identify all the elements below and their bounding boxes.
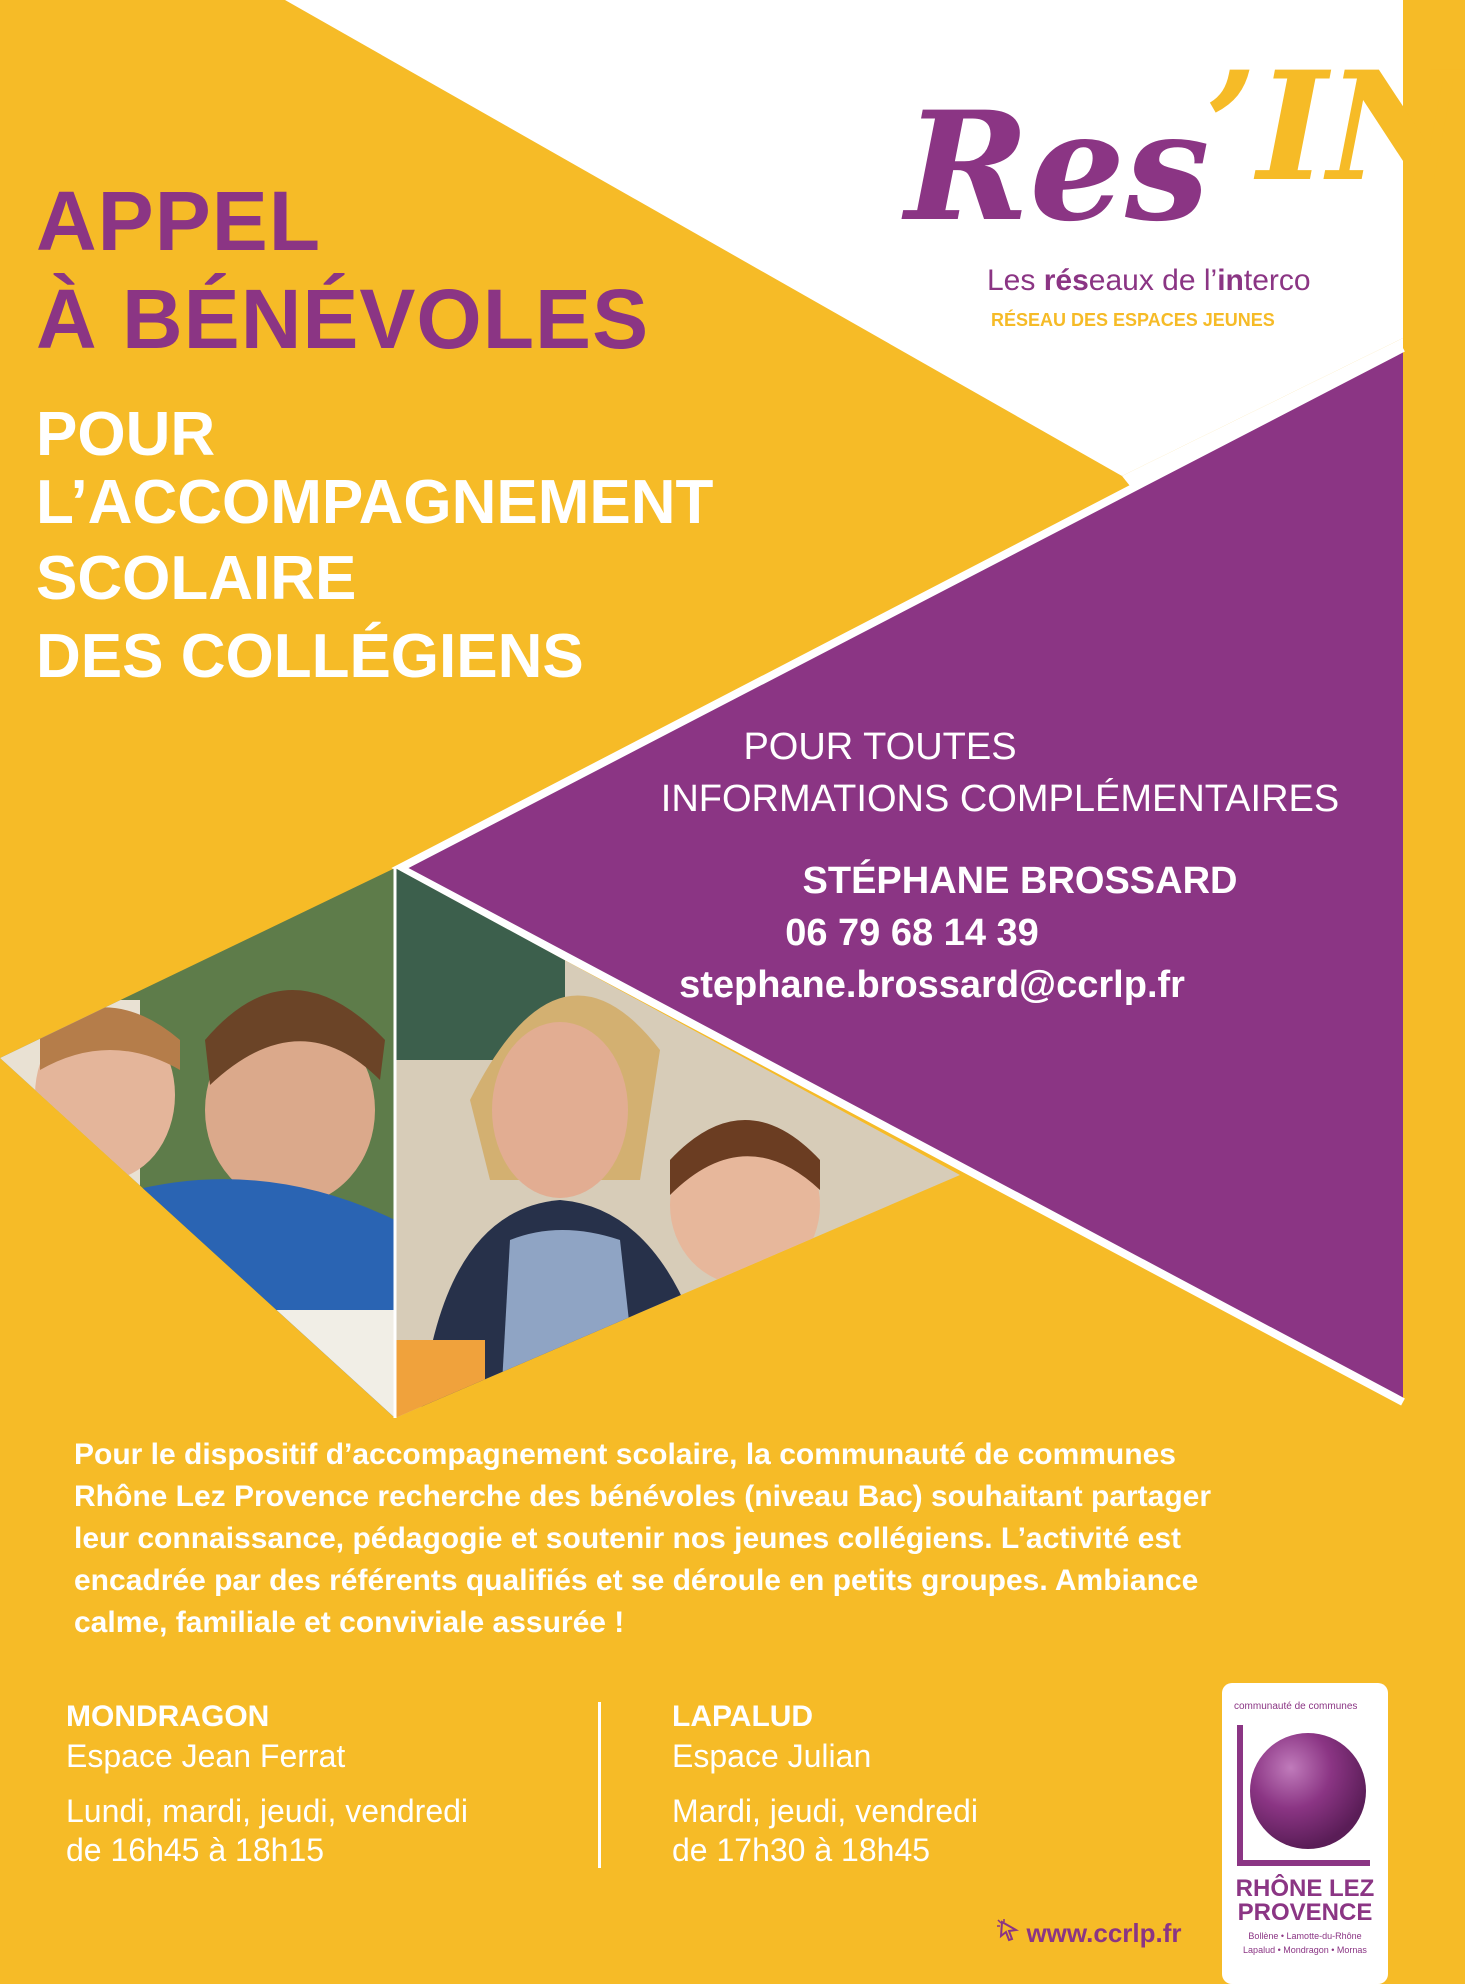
tagline-bold: rés: [1043, 264, 1089, 297]
subheadline-line4: DES COLLÉGIENS: [36, 622, 584, 691]
logo-subtitle: RÉSEAU DES ESPACES JEUNES: [991, 310, 1275, 330]
logo-res: Res: [905, 79, 1210, 255]
info-line2: INFORMATIONS COMPLÉMENTAIRES: [660, 778, 1340, 820]
description-line: encadrée par des référents qualifiés et se déroule en petits groupes. Ambiance: [74, 1564, 1199, 1597]
description-line: Pour le dispositif d’accompagnement scolaire, la communauté de communes: [74, 1438, 1176, 1471]
location-town: LAPALUD: [672, 1700, 814, 1733]
headline-line1: APPEL: [36, 174, 322, 268]
contact-phone: 06 79 68 14 39: [785, 912, 1039, 954]
location-hours: de 17h30 à 18h45: [672, 1832, 931, 1868]
subheadline-line1: POUR: [36, 400, 216, 469]
description-line: calme, familiale et conviviale assurée !: [74, 1606, 625, 1639]
ccrlp-logo: [1222, 1683, 1388, 1984]
ccrlp-name-line2: PROVENCE: [1237, 1899, 1373, 1926]
description-line: leur connaissance, pédagogie et soutenir nos jeunes collégiens. L’activité est: [74, 1522, 1182, 1555]
location-divider: [598, 1702, 601, 1868]
info-line1: POUR TOUTES: [743, 726, 1017, 768]
cursor-icon: [996, 1918, 1022, 1949]
headline-line2: À BÉNÉVOLES: [36, 272, 650, 366]
website-url[interactable]: www.ccrlp.fr: [1026, 1918, 1182, 1948]
location-town: MONDRAGON: [66, 1700, 270, 1733]
tagline-part: Les: [987, 264, 1044, 297]
logo-tagline: [987, 264, 1311, 298]
location-days: Lundi, mardi, jeudi, vendredi: [66, 1793, 469, 1829]
ccrlp-name-line1: RHÔNE LEZ: [1235, 1875, 1375, 1902]
contact-email[interactable]: stephane.brossard@ccrlp.fr: [679, 964, 1185, 1006]
subheadline-line2: L’ACCOMPAGNEMENT: [36, 468, 714, 537]
location-mondragon: [66, 1700, 586, 1869]
resin-logo: [905, 39, 1465, 342]
ccrlp-globe-icon: [1230, 1713, 1380, 1873]
ccrlp-top-text: communauté de communes: [1234, 1701, 1358, 1712]
ccrlp-towns-line2: Lapalud • Mondragon • Mornas: [1243, 1945, 1367, 1955]
location-lapalud: [672, 1700, 1192, 1869]
tagline-bold: in: [1217, 264, 1244, 297]
website-link[interactable]: [996, 1918, 1182, 1949]
tagline-part: terco: [1243, 264, 1311, 297]
tagline-part: eaux de l’: [1088, 264, 1218, 297]
contact-name: STÉPHANE BROSSARD: [802, 860, 1238, 902]
location-place: Espace Jean Ferrat: [66, 1738, 346, 1774]
logo-in: ’IN: [1205, 39, 1465, 215]
description: [74, 1434, 1344, 1644]
location-hours: de 16h45 à 18h15: [66, 1832, 325, 1868]
location-place: Espace Julian: [672, 1738, 872, 1774]
location-days: Mardi, jeudi, vendredi: [672, 1793, 978, 1829]
subheadline-line3: SCOLAIRE: [36, 544, 357, 613]
description-line: Rhône Lez Provence recherche des bénévoles (niveau Bac) souhaitant partager: [74, 1480, 1212, 1513]
ccrlp-towns-line1: Bollène • Lamotte-du-Rhône: [1248, 1931, 1362, 1941]
